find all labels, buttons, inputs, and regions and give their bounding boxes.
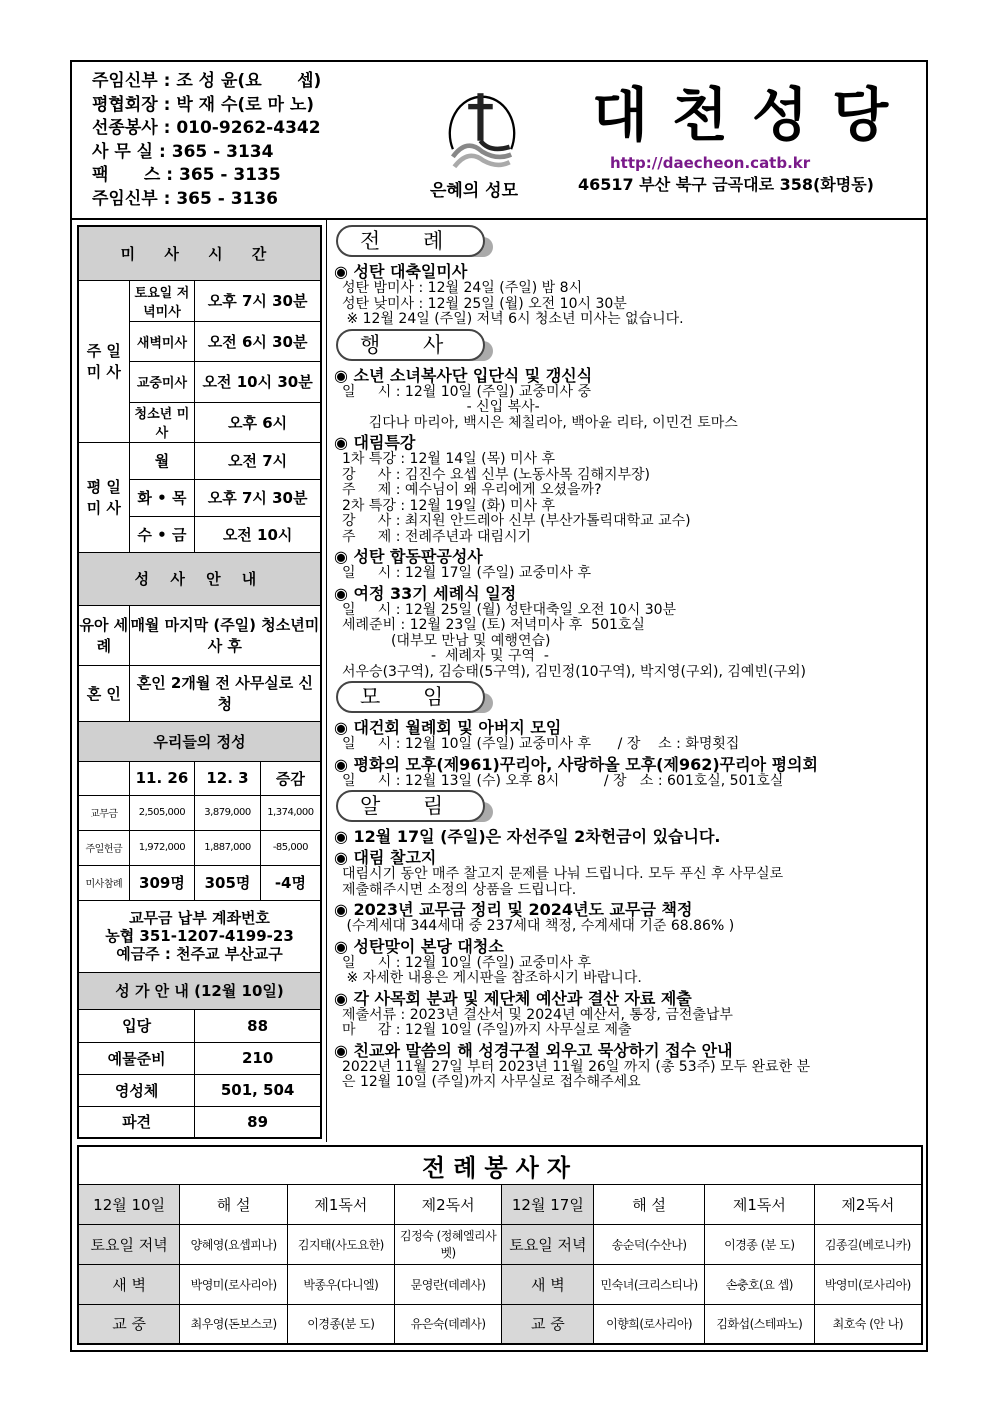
server-name: 박영미(로사리아) (180, 1264, 288, 1304)
mass-label: 새 벽 (502, 1264, 594, 1304)
column-header: 12월 17일 (502, 1184, 594, 1224)
item-line: 주 제 : 전례주년과 대림시기 (342, 528, 532, 545)
offering-value: -85,000 (260, 830, 321, 865)
column-header: 12월 10일 (78, 1184, 180, 1224)
server-name: 김지태(사도요한) (288, 1224, 395, 1264)
item-title: ◉ 여정 33기 세례식 일정 (334, 583, 517, 603)
mass-name: 청소년 미사 (129, 402, 195, 442)
server-name: 이경종(분 도) (288, 1304, 395, 1344)
item-title: ◉ 12월 17일 (주일)은 자선주일 2차헌금이 있습니다. (334, 827, 721, 846)
website-link[interactable]: http://daecheon.catb.kr (610, 154, 811, 172)
mass-time: 오전 10시 30분 (195, 361, 321, 402)
mass-label: 교 중 (78, 1304, 180, 1344)
section-heading: 알 림 (336, 790, 485, 822)
offering-value: 309명 (129, 865, 195, 900)
sacrament-desc: 혼인 2개월 전 사무실로 신청 (129, 665, 321, 721)
server-name: 박영미(로사리아) (814, 1264, 922, 1304)
server-name: 김정숙 (정혜엘리사벳) (394, 1224, 502, 1264)
offering-value: 305명 (195, 865, 261, 900)
item-line: 일 시 : 12월 13일 (수) 오후 8시 / 장 소 : 601호실, 501호실 (342, 772, 784, 789)
info-line: 팩 스 : 365 - 3135 (92, 165, 281, 185)
mass-time: 오전 7시 (195, 442, 321, 479)
header (72, 62, 926, 220)
offering-col: 증감 (260, 761, 321, 795)
item-title: ◉ 친교와 말씀의 해 성경구절 외우고 묵상하기 접수 안내 (334, 1040, 733, 1060)
item-line: 강 사 : 김진수 요셉 신부 (노동사목 김해지부장) (342, 466, 651, 483)
item-line: - 신입 복사- (342, 399, 540, 415)
table-row (78, 1224, 922, 1264)
item-line: 일 시 : 12월 17일 (주일) 교중미사 후 (342, 565, 591, 581)
offering-col: 12. 3 (195, 761, 261, 795)
info-line: 주임신부 : 365 - 3136 (92, 188, 279, 209)
server-name: 손충호(요 셉) (704, 1264, 814, 1304)
offering-heading: 우리들의 정성 (78, 721, 321, 761)
table-row (78, 1184, 922, 1224)
mass-time: 오후 7시 30분 (195, 280, 321, 321)
item-line: 1차 특강 : 12월 14일 (목) 미사 후 (342, 451, 556, 467)
item-line: 강 사 : 최지원 안드레아 신부 (부산가톨릭대학교 교수) (342, 513, 691, 529)
offering-value: 2,505,000 (129, 795, 195, 830)
item-line: 김다나 마리아, 백시은 체칠리아, 백아윤 리타, 이민건 토마스 (342, 414, 738, 431)
item-line: 성탄 밤미사 : 12월 24일 (주일) 밤 8시 (342, 280, 583, 296)
servers-title: 전례봉사자 (78, 1146, 922, 1184)
parish-title: 대천성당 (592, 81, 913, 149)
server-name: 김종길(베로니카) (814, 1224, 922, 1264)
item-title: ◉ 성탄맞이 본당 대청소 (334, 936, 504, 956)
mass-name: 수 • 금 (129, 516, 195, 552)
item-line: 성탄 낮미사 : 12월 25일 (월) 오전 10시 30분 (342, 295, 627, 312)
mass-name: 월 (129, 442, 195, 479)
account-number: 농협 351-1207-4199-23 (105, 927, 294, 945)
sacrament-name: 유아 세례 (78, 605, 129, 665)
sacrament-heading: 성 사 안 내 (78, 552, 321, 605)
hymn-number: 89 (195, 1106, 321, 1138)
server-name: 유은숙(데레사) (394, 1304, 502, 1344)
offering-value: 1,887,000 (195, 830, 261, 865)
item-title: ◉ 대건회 월례회 및 아버지 모임 (334, 718, 562, 737)
column-header: 제1독서 (288, 1184, 395, 1224)
item-line: 마 감 : 12월 10일 (주일)까지 사무실로 제출 (342, 1022, 632, 1038)
address: 46517 부산 북구 금곡대로 358(화명동) (578, 175, 874, 194)
item-line: 서우승(3구역), 김승태(5구역), 김민정(10구역), 박지영(구외), 김예빈(구외) (342, 663, 806, 680)
mass-label: 토요일 저녁 (78, 1224, 180, 1264)
logo-caption: 은혜의 성모 (430, 181, 519, 201)
item-line: 제출해주시면 소정의 상품을 드립니다. (342, 881, 577, 898)
info-line: 평협회장 : 박 재 수(로 마 노) (92, 94, 315, 115)
hymn-label: 영성체 (78, 1074, 195, 1106)
item-line: 세례준비 : 12월 23일 (토) 저녁미사 후 501호실 (342, 617, 645, 633)
table-row (78, 1264, 922, 1304)
item-line: 제출서류 : 2023년 결산서 및 2024년 예산서, 통장, 금전출납부 (342, 1006, 733, 1023)
offering-value: 1,972,000 (129, 830, 195, 865)
mass-time: 오후 6시 (195, 402, 321, 442)
table-row (78, 1304, 922, 1344)
item-line: 일 시 : 12월 10일 (주일) 교중미사 후 (342, 954, 591, 971)
mass-name: 화 • 목 (129, 479, 195, 516)
hymn-label: 파견 (78, 1106, 195, 1138)
item-line: 2차 특강 : 12월 19일 (화) 미사 후 (342, 497, 556, 514)
announcements (334, 224, 922, 1091)
server-name: 김화섭(스테파노) (704, 1304, 814, 1344)
info-line: 사 무 실 : 365 - 3134 (92, 141, 274, 162)
item-line: 일 시 : 12월 10일 (주일) 교중미사 후 / 장 소 : 화명횟집 (342, 736, 740, 752)
item-line: 은 12월 10일 (주일)까지 사무실로 접수해주세요 (342, 1074, 641, 1090)
item-title: ◉ 소년 소녀복사단 입단식 및 갱신식 (334, 365, 593, 385)
section-heading: 전 례 (336, 225, 485, 257)
item-title: ◉ 대림 찰고지 (334, 848, 437, 867)
offering-row-label: 주일헌금 (78, 830, 129, 865)
hymn-number: 88 (195, 1009, 321, 1042)
column-divider (326, 220, 327, 1142)
mass-name: 새벽미사 (129, 321, 195, 361)
item-line: 일 시 : 12월 25일 (월) 성탄대축일 오전 10시 30분 (342, 601, 677, 618)
church-logo-icon (432, 84, 532, 176)
section-heading: 모 임 (336, 681, 485, 713)
item-title: ◉ 평화의 모후(제961)꾸리아, 사랑하올 모후(제962)꾸리아 평의회 (334, 754, 818, 774)
item-title: ◉ 각 사목회 분과 및 제단체 예산과 결산 자료 제출 (334, 988, 692, 1008)
column-header: 제2독서 (814, 1184, 922, 1224)
hymn-label: 예물준비 (78, 1042, 195, 1074)
server-name: 송순덕(수산나) (594, 1224, 705, 1264)
mass-time: 오후 7시 30분 (195, 479, 321, 516)
section-heading: 행 사 (336, 329, 485, 361)
server-name: 최호숙 (안 나) (814, 1304, 922, 1344)
info-line: 선종봉사 : 010-9262-4342 (92, 118, 321, 138)
account-line: 교무금 납부 계좌번호 (129, 909, 270, 927)
mass-time: 오전 10시 (195, 516, 321, 552)
server-name: 문영란(데레사) (394, 1264, 502, 1304)
server-name: 양혜영(요셉피나) (180, 1224, 288, 1264)
offering-value: -4명 (260, 865, 321, 900)
offering-row-label: 미사참례 (78, 865, 129, 900)
item-line: ※ 12월 24일 (주일) 저녁 6시 청소년 미사는 없습니다. (342, 311, 684, 327)
item-title: ◉ 성탄 합동판공성사 (334, 547, 483, 566)
info-line: 주임신부 : 조 성 윤(요 셉) (92, 71, 322, 91)
mass-name: 토요일 저녁미사 (129, 280, 195, 321)
offering-value: 1,374,000 (260, 795, 321, 830)
mass-times-heading: 미 사 시 간 (78, 226, 321, 280)
column-header: 제2독서 (394, 1184, 502, 1224)
server-name: 박종우(다니엘) (288, 1264, 395, 1304)
contact-info (92, 70, 321, 211)
item-title: ◉ 대림특강 (334, 433, 416, 452)
hymn-number: 210 (195, 1042, 321, 1074)
bulletin-frame (70, 60, 928, 1352)
offering-value: 3,879,000 (195, 795, 261, 830)
item-line: 2022년 11월 27일 부터 2023년 11월 26일 까지 (총 53주) 모두 완료한 분 (342, 1058, 811, 1075)
item-title: ◉ 2023년 교무금 정리 및 2024년도 교무금 책정 (334, 900, 693, 919)
sacrament-desc: 매월 마지막 (주일) 청소년미사 후 (129, 605, 321, 665)
item-line: (대부모 만남 및 예행연습) (342, 632, 551, 649)
account-info (78, 900, 321, 972)
server-name: 최우영(돈보스코) (180, 1304, 288, 1344)
weekday-mass-label: 평 일 미 사 (78, 442, 129, 552)
item-line: 주 제 : 예수님이 왜 우리에게 오셨을까? (342, 482, 602, 498)
hymns-heading: 성 가 안 내 (12월 10일) (78, 972, 321, 1009)
item-line: (수계세대 344세대 중 237세대 책정, 수계세대 기준 68.86% ) (342, 918, 735, 934)
liturgy-servers-table (77, 1145, 923, 1345)
mass-label: 토요일 저녁 (502, 1224, 594, 1264)
item-line: ※ 자세한 내용은 게시판을 참조하시기 바랍니다. (342, 970, 642, 986)
sacrament-name: 혼 인 (78, 665, 129, 721)
mass-time: 오전 6시 30분 (195, 321, 321, 361)
server-name: 민숙녀(크리스티나) (594, 1264, 705, 1304)
hymn-number: 501, 504 (195, 1074, 321, 1106)
item-line: - 세례자 및 구역 - (342, 648, 549, 664)
side-table (77, 225, 322, 1139)
account-line: 예금주 : 천주교 부산교구 (116, 945, 283, 963)
mass-label: 교 중 (502, 1304, 594, 1344)
item-line: 일 시 : 12월 10일 (주일) 교중미사 중 (342, 383, 591, 400)
server-name: 이향희(로사리아) (594, 1304, 705, 1344)
mass-label: 새 벽 (78, 1264, 180, 1304)
column-header: 해 설 (594, 1184, 705, 1224)
mass-name: 교중미사 (129, 361, 195, 402)
column-header: 제1독서 (704, 1184, 814, 1224)
server-name: 이경종 (분 도) (704, 1224, 814, 1264)
sunday-mass-label: 주 일 미 사 (78, 280, 129, 442)
offering-row-label: 교무금 (78, 795, 129, 830)
offering-col: 11. 26 (129, 761, 195, 795)
column-header: 해 설 (180, 1184, 288, 1224)
hymn-label: 입당 (78, 1009, 195, 1042)
item-title: ◉ 성탄 대축일미사 (334, 262, 468, 281)
item-line: 대림시기 동안 매주 찰고지 문제를 나눠 드립니다. 모두 푸신 후 사무실로 (342, 866, 784, 882)
